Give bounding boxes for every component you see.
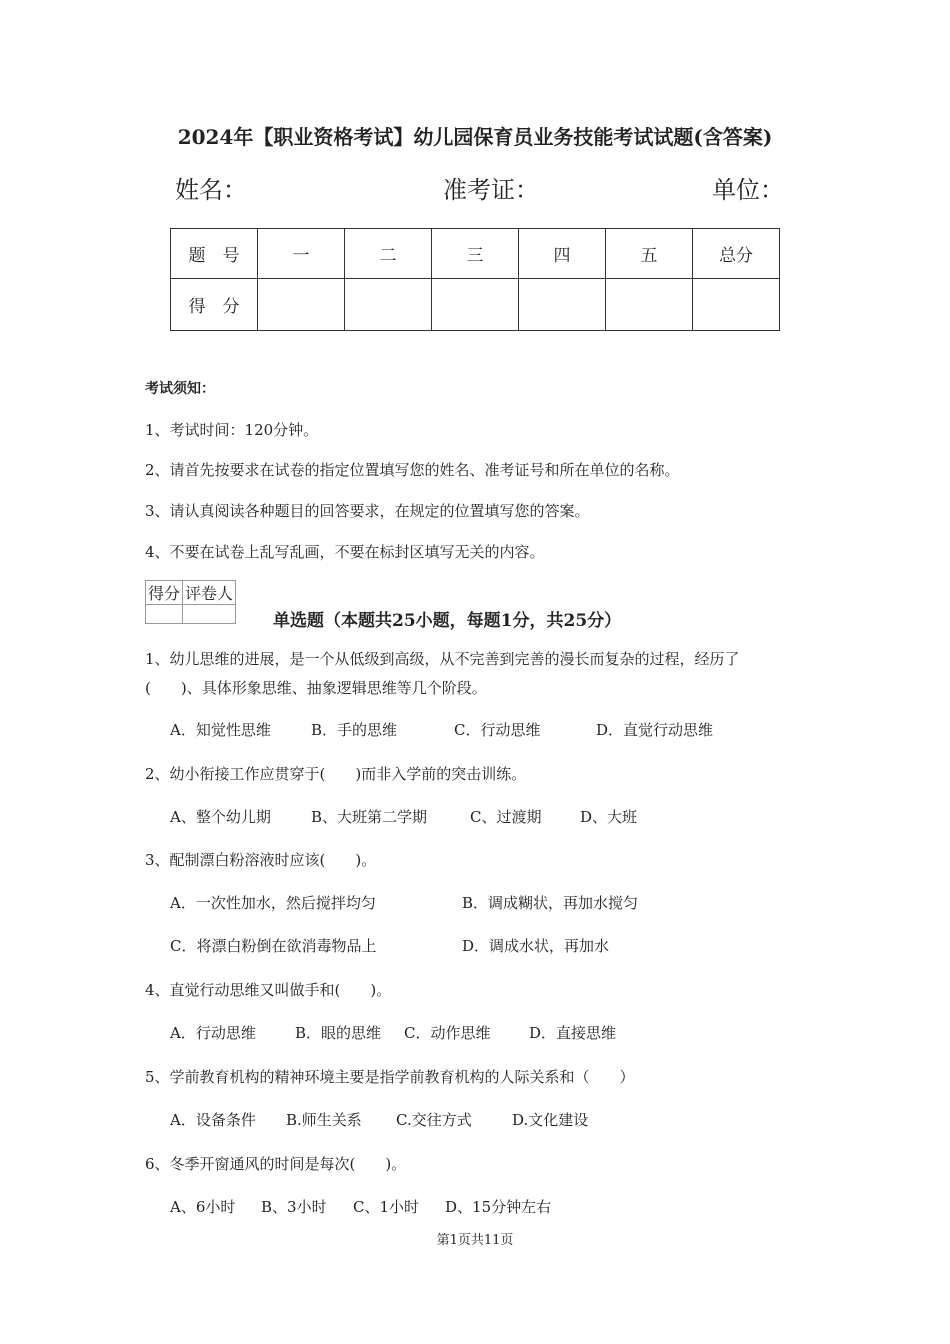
score-table-cell: 二 bbox=[345, 229, 432, 279]
question-stem: 3、配制漂白粉溶液时应该( )。 bbox=[145, 851, 377, 869]
option-d[interactable]: D、15分钟左右 bbox=[445, 1198, 552, 1216]
question-stem: 1、幼儿思维的进展，是一个从低级到高级，从不完善到完善的漫长而复杂的过程，经历了 bbox=[145, 650, 740, 668]
option-b[interactable]: B．眼的思维 bbox=[295, 1024, 382, 1042]
option-b[interactable]: B、大班第二学期 bbox=[311, 808, 428, 826]
unit-field-label: 单位： bbox=[712, 176, 784, 204]
score-table-cell: 一 bbox=[258, 229, 345, 279]
score-table-cell: 三 bbox=[432, 229, 519, 279]
option-c[interactable]: C、1小时 bbox=[353, 1198, 420, 1216]
question-stem: 4、直觉行动思维又叫做手和( )。 bbox=[145, 981, 392, 999]
name-field-label: 姓名： bbox=[175, 176, 247, 204]
option-c[interactable]: C、过渡期 bbox=[470, 808, 542, 826]
grader-box-score-cell[interactable] bbox=[146, 605, 183, 624]
grader-box bbox=[145, 580, 236, 624]
score-table-cell: 题 号 bbox=[171, 229, 258, 279]
score-table-cell: 四 bbox=[519, 229, 606, 279]
option-c[interactable]: C.交往方式 bbox=[396, 1111, 472, 1129]
option-a[interactable]: A．知觉性思维 bbox=[170, 721, 271, 739]
grader-box-score-label: 得分 bbox=[146, 581, 183, 605]
page-footer: 第1页共11页 bbox=[436, 1233, 514, 1248]
notice-item: 2、请首先按要求在试卷的指定位置填写您的姓名、准考证号和所在单位的名称。 bbox=[145, 461, 680, 479]
score-table-cell[interactable] bbox=[258, 279, 345, 331]
notice-item: 4、不要在试卷上乱写乱画，不要在标封区填写无关的内容。 bbox=[145, 543, 545, 561]
option-a[interactable]: A、6小时 bbox=[170, 1198, 236, 1216]
option-d[interactable]: D、大班 bbox=[580, 808, 638, 826]
option-d[interactable]: D．调成水状，再加水 bbox=[462, 937, 610, 955]
score-table-cell[interactable] bbox=[432, 279, 519, 331]
exam-title: 2024年【职业资格考试】幼儿园保育员业务技能考试试题(含答案) bbox=[177, 125, 773, 149]
option-d[interactable]: D．直觉行动思维 bbox=[596, 721, 714, 739]
score-table bbox=[170, 228, 780, 331]
notice-item: 1、考试时间：120分钟。 bbox=[145, 421, 319, 439]
option-a[interactable]: A、整个幼儿期 bbox=[170, 808, 271, 826]
notice-heading: 考试须知： bbox=[145, 381, 215, 397]
score-table-score-row bbox=[171, 279, 780, 331]
score-table-cell: 五 bbox=[606, 229, 693, 279]
option-b[interactable]: B．手的思维 bbox=[311, 721, 398, 739]
question-stem-continued: ( )、具体形象思维、抽象逻辑思维等几个阶段。 bbox=[145, 679, 487, 697]
option-b[interactable]: B.师生关系 bbox=[286, 1111, 362, 1129]
question-stem: 6、冬季开窗通风的时间是每次( )。 bbox=[145, 1155, 407, 1173]
option-c[interactable]: C．将漂白粉倒在欲消毒物品上 bbox=[170, 937, 377, 955]
score-table-cell[interactable] bbox=[345, 279, 432, 331]
notice-item: 3、请认真阅读各种题目的回答要求，在规定的位置填写您的答案。 bbox=[145, 502, 590, 520]
score-table-cell: 得 分 bbox=[171, 279, 258, 331]
question-stem: 2、幼小衔接工作应贯穿于( )而非入学前的突击训练。 bbox=[145, 765, 527, 783]
grader-box-grader-label: 评卷人 bbox=[183, 581, 236, 605]
score-table-header-row bbox=[171, 229, 780, 279]
option-c[interactable]: C．动作思维 bbox=[404, 1024, 491, 1042]
option-a[interactable]: A．设备条件 bbox=[170, 1111, 256, 1129]
score-table-cell: 总分 bbox=[693, 229, 780, 279]
option-b[interactable]: B．调成糊状，再加水搅匀 bbox=[462, 894, 639, 912]
score-table-cell[interactable] bbox=[606, 279, 693, 331]
score-table-cell[interactable] bbox=[693, 279, 780, 331]
option-a[interactable]: A．一次性加水，然后搅拌均匀 bbox=[170, 894, 376, 912]
score-table-cell[interactable] bbox=[519, 279, 606, 331]
option-b[interactable]: B、3小时 bbox=[261, 1198, 327, 1216]
exam-number-field-label: 准考证： bbox=[443, 176, 539, 204]
question-stem: 5、学前教育机构的精神环境主要是指学前教育机构的人际关系和（ ） bbox=[145, 1068, 635, 1086]
option-d[interactable]: D.文化建设 bbox=[512, 1111, 589, 1129]
section-title: 单选题（本题共25小题，每题1分，共25分） bbox=[273, 611, 622, 631]
option-d[interactable]: D．直接思维 bbox=[529, 1024, 617, 1042]
grader-box-grader-cell[interactable] bbox=[183, 605, 236, 624]
option-c[interactable]: C．行动思维 bbox=[454, 721, 541, 739]
option-a[interactable]: A．行动思维 bbox=[170, 1024, 256, 1042]
